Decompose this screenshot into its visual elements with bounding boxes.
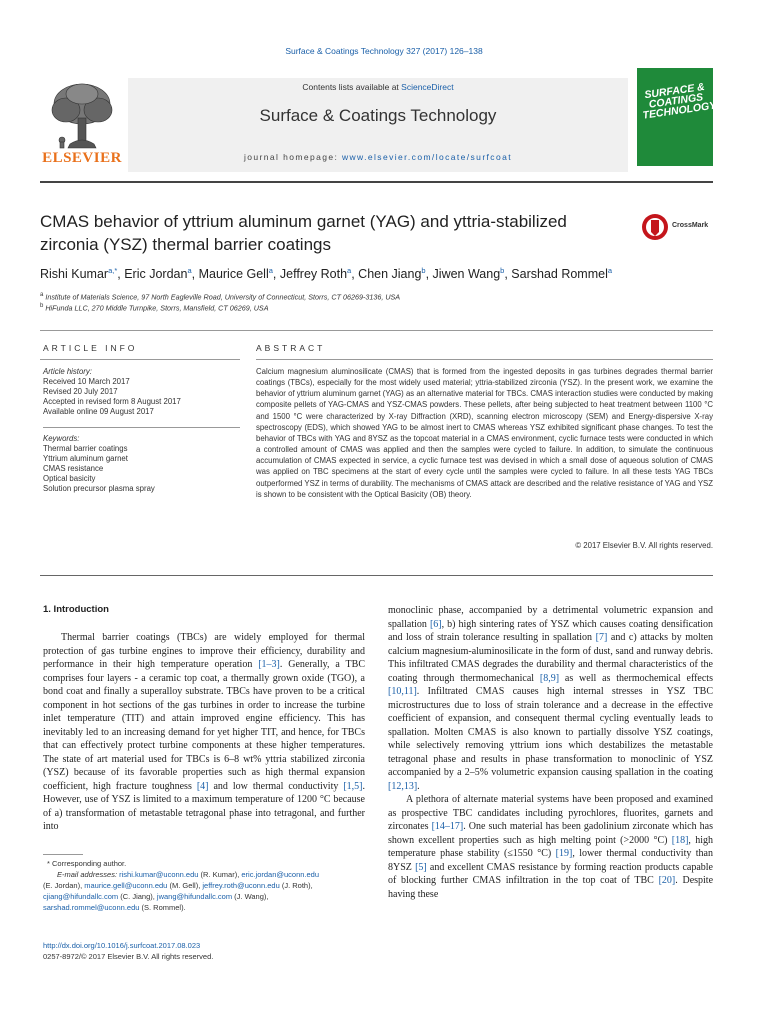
divider bbox=[40, 575, 713, 576]
history-item: Received 10 March 2017 bbox=[43, 377, 130, 386]
affiliation-mark: b bbox=[40, 303, 44, 309]
email-owner: (E. Jordan), bbox=[43, 881, 85, 890]
author-name: Jeffrey Roth bbox=[279, 267, 348, 282]
citation-link[interactable]: [7] bbox=[595, 632, 608, 643]
author-affiliation-mark[interactable]: a bbox=[347, 266, 352, 275]
email-line bbox=[43, 891, 373, 902]
divider bbox=[43, 427, 240, 428]
body-text: . However, use of YSZ is limited to a maximum temperature of 1200 °C because of a) transformation of metastable tetragonal phase into tetragonal, and further into bbox=[43, 780, 365, 832]
body-text: . One such material has been gadolinium zirconate which has shown excellent properties such as high melting point (>2000 °C) bbox=[388, 821, 713, 846]
citation-link[interactable]: [18] bbox=[671, 834, 689, 846]
crossmark-label[interactable]: CrossMark bbox=[672, 222, 709, 229]
divider bbox=[256, 359, 713, 360]
citation-link[interactable]: [20] bbox=[658, 875, 676, 886]
author-name: Rishi Kumar bbox=[40, 267, 109, 282]
author-list bbox=[40, 266, 740, 281]
author-separator: , bbox=[504, 267, 512, 282]
crossmark-icon[interactable] bbox=[640, 212, 670, 242]
email-link[interactable]: rishi.kumar@uconn.edu bbox=[119, 870, 199, 879]
intro-left-column bbox=[43, 631, 365, 834]
body-text: and low thermal conductivity bbox=[208, 780, 344, 792]
paper-title: CMAS behavior of yttrium aluminum garnet (YAG) and yttria-stabilized zirconia (YSZ) thermal barrier coatings bbox=[40, 212, 567, 254]
intro-paragraph bbox=[388, 793, 713, 901]
keywords-block bbox=[43, 434, 243, 494]
email-owner: (S. Rommel). bbox=[139, 903, 186, 912]
keywords-heading: Keywords: bbox=[43, 434, 80, 443]
body-text: . Infiltrated CMAS causes high internal stresses in YSZ TBC microstructures due to loss of strain tolerance and a decrease in the effective coefficient of expansion, and consequent thermal cycling eventually leads to spallation. Molten CMAS is also known to partially dissolve YSZ coatings, while selectively removing yttrium ions which destabilizes the metastable tetragonal phase and results in phase transformation to monoclinic of YSZ accompanied by a 2–5% volumetric expansion causing spallation in the coating bbox=[388, 686, 713, 778]
email-link[interactable]: sarshad.rommel@uconn.edu bbox=[43, 903, 140, 912]
sciencedirect-link[interactable]: ScienceDirect bbox=[401, 82, 454, 92]
citation-link[interactable]: [5] bbox=[415, 861, 427, 873]
author-separator: , bbox=[351, 267, 359, 282]
email-owner: (M. Gell), bbox=[167, 881, 203, 890]
doi-block bbox=[43, 940, 213, 962]
email-owner: (J. Wang), bbox=[232, 892, 269, 901]
affiliation-mark: a bbox=[40, 292, 44, 298]
intro-paragraph bbox=[388, 604, 713, 793]
article-history bbox=[43, 367, 243, 417]
abstract-text: Calcium magnesium aluminosilicate (CMAS) that is formed from the ingested deposits in gas turbines degrades thermal barrier coatings (TBCs), especially for the most widely used material; yttria-stabilized zirconia (YSZ). In the present work, we examine the behavior of yttrium aluminum garnet (YAG) as an alternative material for TBCs. CMAS interaction studies were conducted by making composite pellets of YAG-CMAS and YSZ-CMAS powders. These pellets, after being subjected to heat treatment between 1100 °C and 1500 °C were characterized by X-ray Diffraction (XRD), scanning electron microscopy (SEM) and Energy-dispersive X-ray spectroscopy (EDS), which showed YAG to be almost inert to CMAS whereas YSZ exhibited significant phase changes. To test the behavior of TBCs with YAG and 8YSZ as the topcoat material in a CMAS environment, cyclic furnace tests were conducted in which a controlled amount of CMAS was applied and then the samples were cycled to failure. In addition, to simulate the continuous accumulation of CMAS expected in service, a cyclic furnace test was devised in which a small dose of aqueous solution of CMAS was applied on TBC specimens at the start of every cycle until the samples were cycled to failure. In all these tests YAG TBCs outperformed YSZ in terms of durability. The mechanisms of CMAS attack are described and the relative resistance of YAG and YSZ is shown to be consistent with the Optical Basicity (OB) theory. bbox=[256, 367, 713, 499]
journal-homepage bbox=[128, 152, 628, 162]
keyword-item: Yttrium aluminum garnet bbox=[43, 454, 128, 463]
affiliation-text: Institute of Materials Science, 97 North Eagleville Road, University of Connecticut, Storrs, CT 06269-3136, USA bbox=[45, 292, 401, 302]
homepage-prefix: journal homepage: bbox=[244, 152, 342, 162]
author-affiliation-mark[interactable]: a,* bbox=[108, 266, 118, 275]
author-name: Jiwen Wang bbox=[432, 267, 501, 282]
citation-link[interactable]: [19] bbox=[555, 848, 573, 859]
citation-link[interactable]: [6] bbox=[429, 618, 442, 630]
body-text: and c) attacks by molten calcium magnesium-aluminosilicate in the form of dust, sand and runway debris. This infiltrated CMAS degrades the durability and thermal characteristics of the coating through thermomechanical bbox=[388, 632, 714, 684]
author-affiliation-mark[interactable]: b bbox=[500, 266, 505, 275]
author-affiliation-mark[interactable]: a bbox=[268, 266, 273, 275]
email-line bbox=[43, 902, 373, 913]
body-text: , lower thermal conductivity than 8YSZ bbox=[388, 848, 713, 873]
footnote bbox=[43, 858, 373, 913]
citation-link[interactable]: [10,11] bbox=[388, 686, 417, 697]
email-link[interactable]: jeffrey.roth@uconn.edu bbox=[202, 881, 280, 890]
divider bbox=[40, 359, 240, 360]
history-heading: Article history: bbox=[43, 367, 92, 376]
email-line bbox=[43, 880, 373, 891]
email-link[interactable]: maurice.gell@uconn.edu bbox=[84, 881, 168, 890]
intro-right-column bbox=[388, 604, 713, 901]
keyword-item: Optical basicity bbox=[43, 474, 96, 483]
body-text: and excellent CMAS resistance by forming reaction products capable of blocking further CMAS infiltration in the top coat of TBC bbox=[388, 861, 713, 886]
email-link[interactable]: jwang@hifundallc.com bbox=[156, 892, 233, 901]
author-separator: , bbox=[191, 267, 199, 282]
footnote-rule bbox=[43, 854, 83, 855]
author-affiliation-mark[interactable]: a bbox=[607, 266, 613, 275]
email-line bbox=[43, 869, 373, 880]
body-text: . Generally, a TBC comprises four layers - a ceramic top coat, a thermally grown oxide (TGO), a bond coat and finally a superalloy substrate. TBCs have proven to be a critical component in hot sections of the gas turbines in order to increase the turbine inlet temperature (TIT) and attain improved engine efficiency. This has inevitably led to an increasing demand for yet higher TIT, and hence, for TBCs that can effectively protect turbine components at these higher temperatures. The state of art material used for TBCs is 6–8 wt% yttria stabilized zirconia (YSZ) because of its favorable properties such as high thermal expansion coefficient, high fracture toughness bbox=[43, 659, 365, 792]
keyword-item: Solution precursor plasma spray bbox=[43, 484, 155, 493]
citation-link[interactable]: [1,5] bbox=[343, 780, 363, 792]
author-name: Chen Jiang bbox=[358, 267, 422, 282]
author-separator: , bbox=[117, 267, 125, 282]
email-label: E-mail addresses: bbox=[57, 870, 120, 879]
body-text: as well as thermochemical effects bbox=[559, 672, 713, 684]
citation-link[interactable]: [8,9] bbox=[539, 672, 560, 684]
contents-line bbox=[128, 82, 628, 92]
email-link[interactable]: cjiang@hifundallc.com bbox=[43, 892, 119, 901]
elsevier-wordmark: ELSEVIER bbox=[42, 150, 122, 166]
history-item: Accepted in revised form 8 August 2017 bbox=[43, 397, 181, 406]
author-name: Eric Jordan bbox=[124, 267, 188, 282]
section-heading: 1. Introduction bbox=[43, 604, 109, 615]
header-divider bbox=[40, 181, 713, 183]
author-separator: , bbox=[272, 267, 280, 282]
body-text: Thermal barrier coatings (TBCs) are widely employed for thermal protection of gas turbine engines to improve their efficiency, durability and performance in their high temperature operation bbox=[43, 632, 365, 670]
history-item: Revised 20 July 2017 bbox=[43, 387, 118, 396]
body-text: monoclinic phase, accompanied by a detrimental volumetric expansion and spallation bbox=[388, 605, 713, 630]
author-affiliation-mark[interactable]: b bbox=[421, 266, 426, 275]
journal-reference[interactable]: Surface & Coatings Technology 327 (2017) 126–138 bbox=[285, 46, 483, 56]
author-name: Sarshad Rommel bbox=[511, 267, 608, 282]
citation-link[interactable]: [1–3] bbox=[258, 659, 280, 670]
email-owner: (R. Kumar), bbox=[198, 870, 242, 879]
citation-link[interactable]: [4] bbox=[196, 780, 209, 792]
journal-title: Surface & Coatings Technology bbox=[259, 106, 497, 125]
body-text: , high temperature phase stability (≤1550 °C) bbox=[388, 834, 714, 859]
abstract-label: ABSTRACT bbox=[256, 343, 326, 353]
body-text: , b) high sintering rates of YSZ which causes coating densification and loss of strain tolerance resulting in spallation bbox=[388, 618, 714, 643]
journal-cover-title: SURFACE & COATINGS TECHNOLOGY bbox=[641, 80, 717, 122]
affiliation-b bbox=[40, 303, 740, 312]
history-item: Available online 09 August 2017 bbox=[43, 407, 154, 416]
affiliation-a bbox=[40, 292, 740, 301]
body-text: . Despite having these bbox=[388, 875, 714, 900]
affiliation-text: HiFunda LLC, 270 Middle Turnpike, Storrs, Mansfield, CT 06269, USA bbox=[45, 303, 269, 313]
homepage-link[interactable]: www.elsevier.com/locate/surfcoat bbox=[341, 152, 512, 162]
divider bbox=[40, 330, 713, 331]
body-text: . bbox=[417, 780, 420, 792]
keyword-item: CMAS resistance bbox=[43, 464, 104, 473]
citation-link[interactable]: [14–17] bbox=[431, 821, 464, 832]
abstract-copyright: © 2017 Elsevier B.V. All rights reserved. bbox=[575, 541, 713, 550]
citation-link[interactable]: [12,13] bbox=[388, 780, 418, 792]
email-link[interactable]: eric.jordan@uconn.edu bbox=[241, 870, 320, 879]
intro-paragraph bbox=[43, 631, 365, 834]
article-info-label: ARTICLE INFO bbox=[43, 343, 138, 353]
doi-link[interactable]: http://dx.doi.org/10.1016/j.surfcoat.2017.08.023 bbox=[43, 941, 201, 950]
author-name: Maurice Gell bbox=[198, 267, 269, 282]
keyword-item: Thermal barrier coatings bbox=[43, 444, 128, 453]
email-owner: (J. Roth), bbox=[279, 881, 313, 890]
body-text: A plethora of alternate material systems have been proposed and examined as prospective TBC candidates including pyrochlores, fluorites, garnets and zirconates bbox=[388, 794, 713, 832]
author-affiliation-mark[interactable]: a bbox=[187, 266, 192, 275]
issn-line: 0257-8972/© 2017 Elsevier B.V. All rights reserved. bbox=[43, 952, 214, 961]
email-owner: (C. Jiang), bbox=[118, 892, 157, 901]
corresponding-author: * Corresponding author. bbox=[47, 859, 127, 868]
contents-prefix: Contents lists available at bbox=[302, 82, 402, 92]
author-separator: , bbox=[425, 267, 433, 282]
